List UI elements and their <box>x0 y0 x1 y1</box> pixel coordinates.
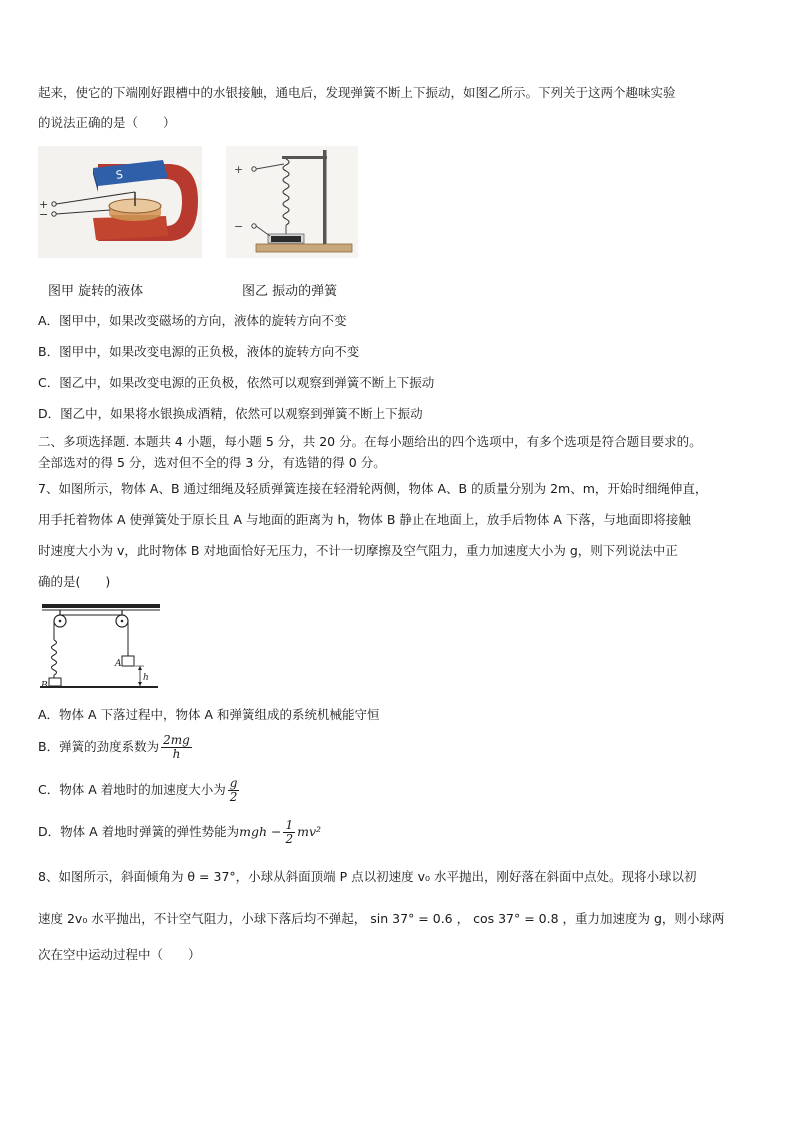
q7-option-d-text: D．物体 A 着地时弹簧的弹性势能为 <box>38 824 240 839</box>
q6-option-c: C．图乙中，如果改变电源的正负极，依然可以观察到弹簧不断上下振动 <box>38 375 435 390</box>
q8-text-line-1: 8、如图所示，斜面倾角为 θ = 37°，小球从斜面顶端 P 点以初速度 v₀ 水平抛出，刚好落在斜面中点处。现将小球以初 <box>38 869 697 884</box>
q7-option-d <box>38 819 760 846</box>
section2-line-2: 全部选对的得 5 分，选对但不全的得 3 分，有选错的得 0 分。 <box>38 455 386 470</box>
q7-option-b-fraction <box>161 734 192 761</box>
fraction-denominator: 2 <box>285 832 294 846</box>
q7-text-line-1: 7、如图所示，物体 A、B 通过细绳及轻质弹簧连接在轻滑轮两侧，物体 A、B 的质量分别为 2m、m，开始时细绳伸直， <box>38 481 708 496</box>
q6-option-b: B．图甲中，如果改变电源的正负极，液体的旋转方向不变 <box>38 344 360 359</box>
q7-option-d-expr2: mv² <box>297 824 322 839</box>
fig-b-minus-label: − <box>234 220 244 233</box>
fig-b-caption: 图乙 振动的弹簧 <box>242 284 338 299</box>
q8-text-line-2: 速度 2v₀ 水平抛出，不计空气阻力，小球下落后均不弹起， sin 37° = 0.6 ， cos 37° = 0.8 ，重力加速度为 g，则小球两 <box>38 911 725 926</box>
fig-label-b: B <box>41 681 48 691</box>
fig-label-h: h <box>143 673 149 683</box>
fraction-denominator: h <box>172 747 181 761</box>
figure-pulley-spring-system <box>36 600 166 696</box>
q7-option-b-text: B．弹簧的劲度系数为 <box>38 739 160 754</box>
q6-text-line-2: 的说法正确的是（ ） <box>38 115 176 130</box>
q7-text-line-4: 确的是( ) <box>38 574 111 589</box>
fig-a-magnet-label: S <box>114 167 124 182</box>
fraction-denominator: 2 <box>229 790 238 804</box>
q7-option-c <box>38 777 760 804</box>
q6-text-line-1: 起来，使它的下端刚好跟槽中的水银接触，通电后，发现弹簧不断上下振动，如图乙所示。下列关于这两个趣味实验 <box>38 85 676 100</box>
q7-option-b <box>38 734 760 761</box>
section2-line-1: 二、多项选择题. 本题共 4 小题，每小题 5 分，共 20 分。在每小题给出的四个选项中，有多个选项是符合题目要求的。 <box>38 434 702 449</box>
q7-option-a: A．物体 A 下落过程中，物体 A 和弹簧组成的系统机械能守恒 <box>38 707 380 722</box>
fig-a-plus-label: + <box>39 198 49 211</box>
q8-text-line-3: 次在空中运动过程中（ ） <box>38 947 201 962</box>
fraction-numerator: g <box>229 776 238 790</box>
q6-option-d: D．图乙中，如果将水银换成酒精，依然可以观察到弹簧不断上下振动 <box>38 406 423 421</box>
q7-option-d-fraction <box>283 819 295 846</box>
fig-b-plus-label: + <box>234 163 244 176</box>
q7-option-d-expr1: mgh − <box>239 824 282 839</box>
q7-text-line-2: 用手托着物体 A 使弹簧处于原长且 A 与地面的距离为 h，物体 B 静止在地面上，放手后物体 A 下落，与地面即将接触 <box>38 512 691 527</box>
q7-text-line-3: 时速度大小为 v，此时物体 B 对地面恰好无压力，不计一切摩擦及空气阻力，重力加速度大小为 g，则下列说法中正 <box>38 543 678 558</box>
q6-option-a: A．图甲中，如果改变磁场的方向，液体的旋转方向不变 <box>38 313 347 328</box>
q7-option-c-fraction <box>228 777 240 804</box>
figure-vibrating-spring <box>226 146 358 258</box>
fig-a-minus-label: − <box>39 208 49 221</box>
fig-label-a: A <box>115 659 122 669</box>
fraction-numerator: 1 <box>285 818 294 832</box>
fig-a-caption: 图甲 旋转的液体 <box>48 284 144 299</box>
fraction-numerator: 2mg <box>163 733 190 747</box>
figure-rotating-liquid <box>38 146 202 258</box>
q7-option-c-text: C．物体 A 着地时的加速度大小为 <box>38 782 226 797</box>
